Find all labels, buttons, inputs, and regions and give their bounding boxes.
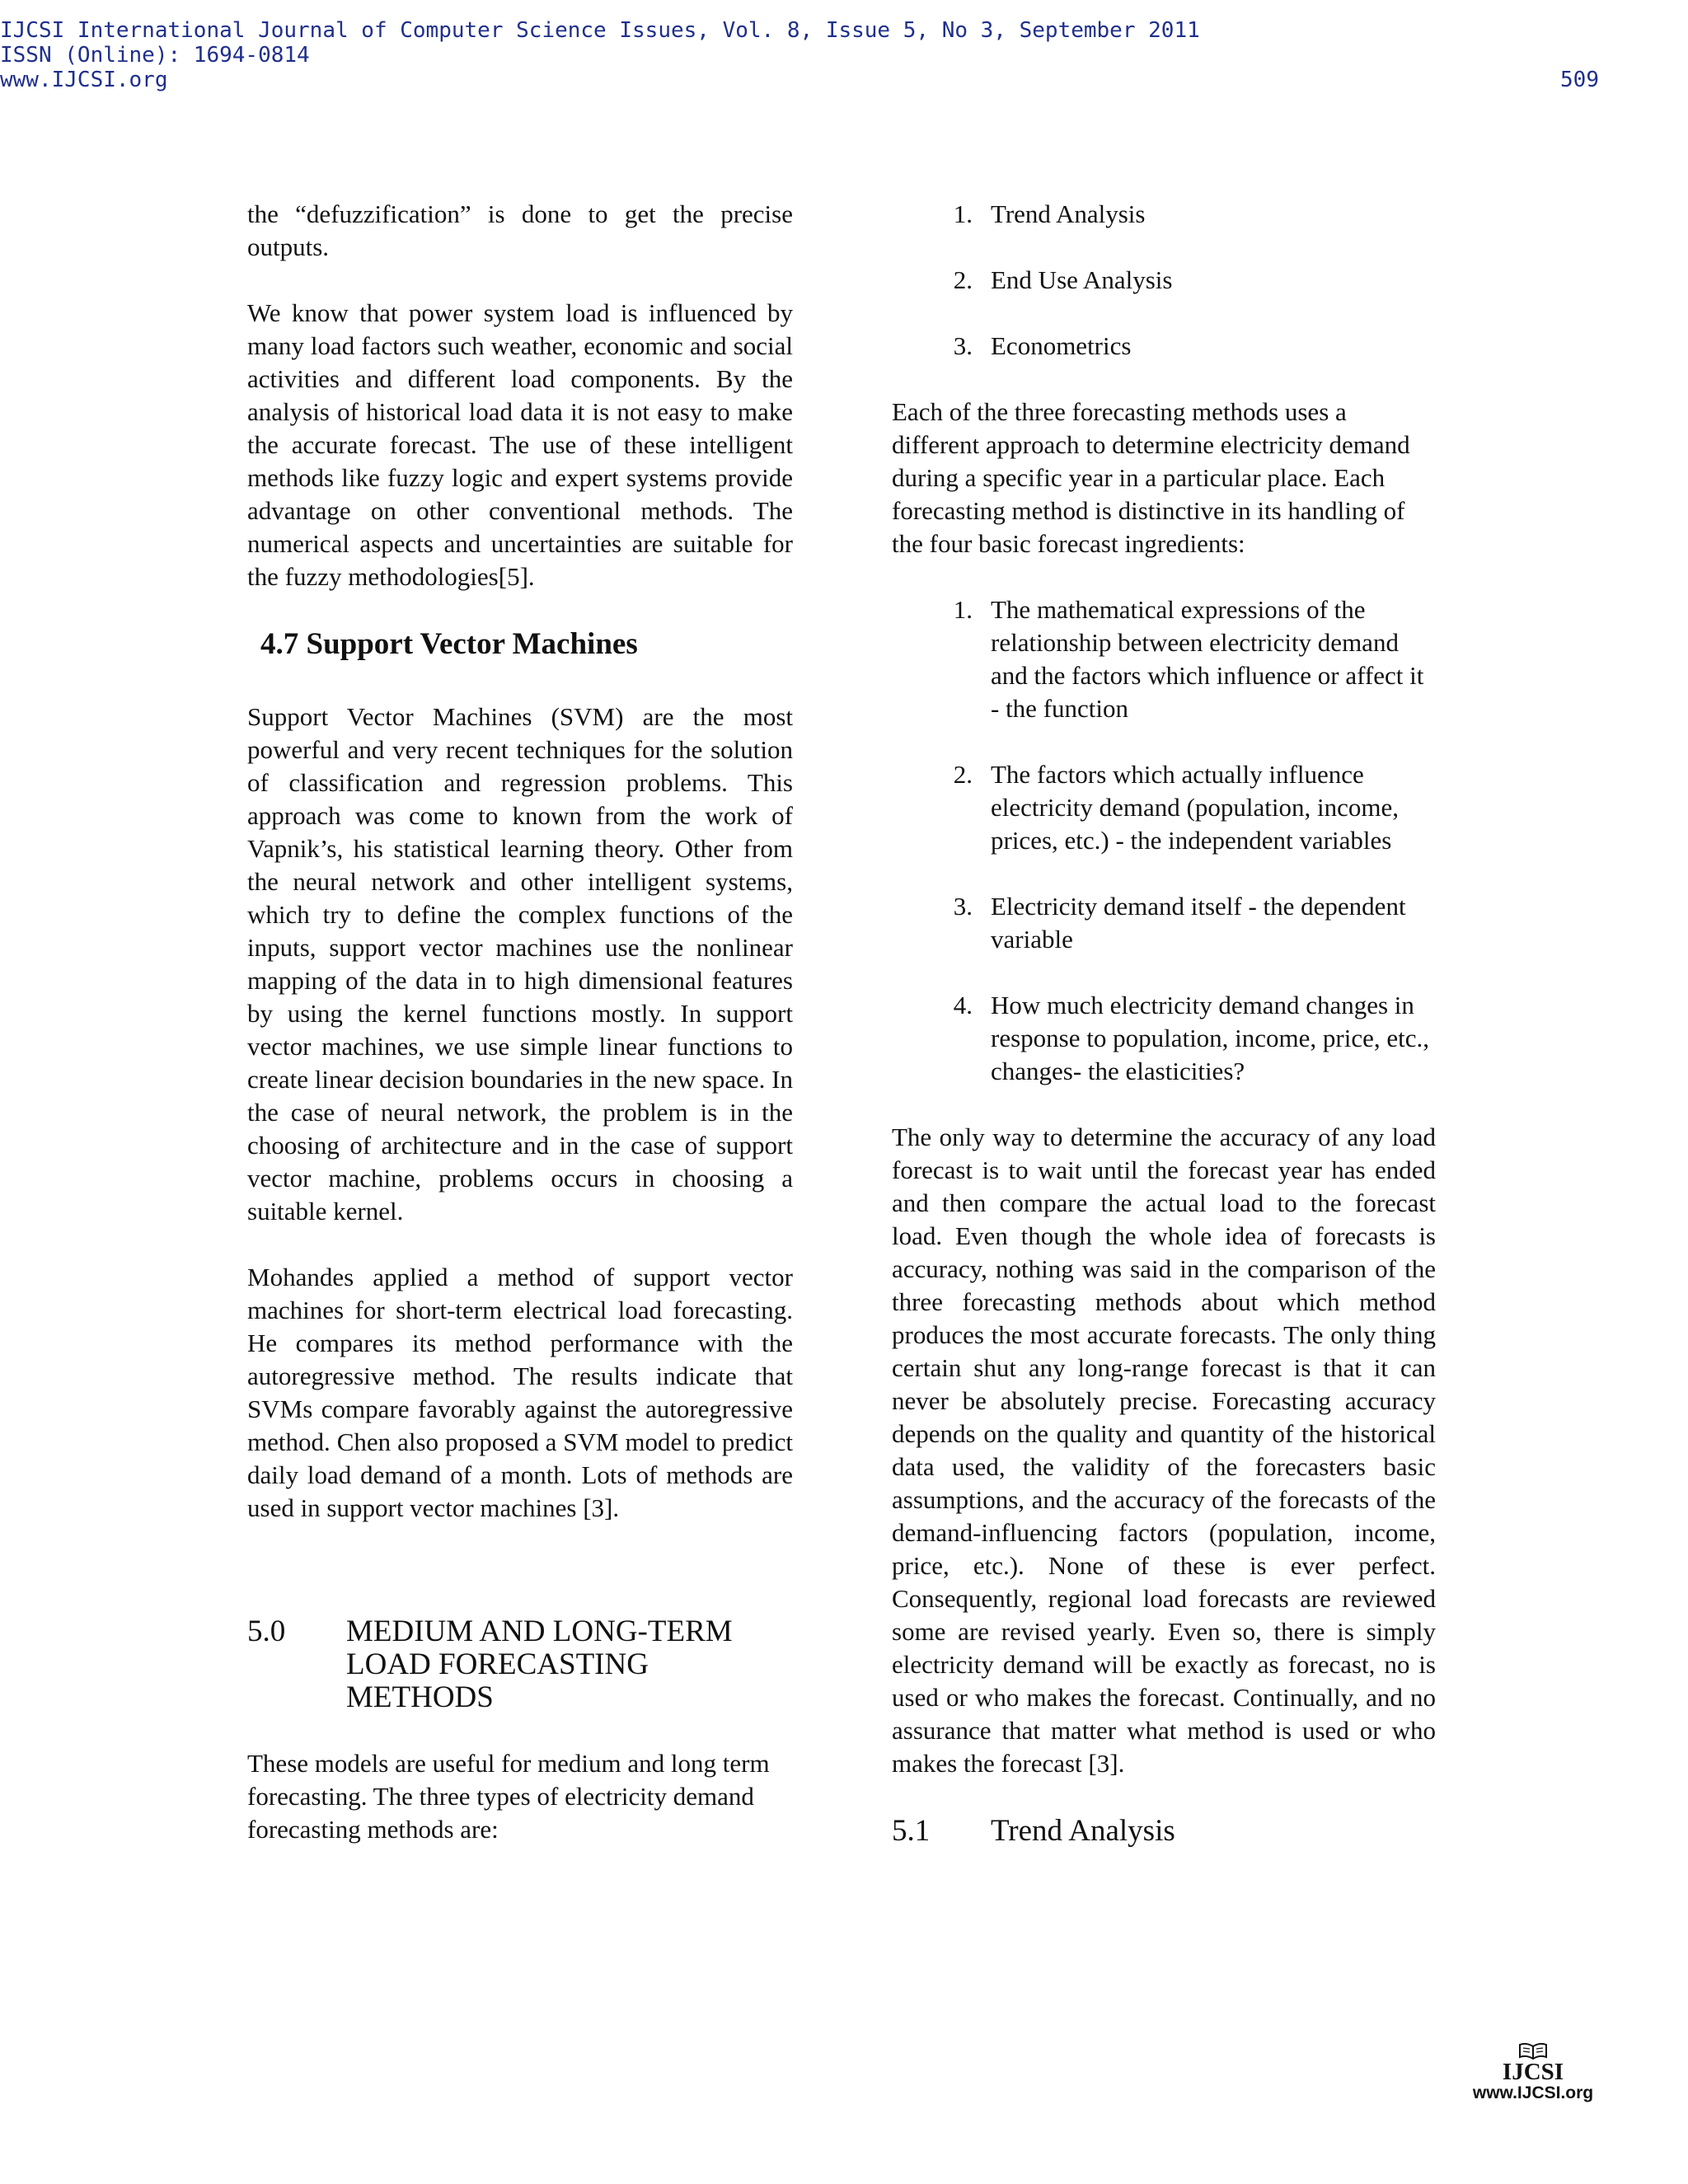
issn: ISSN (Online): 1694-0814 — [0, 43, 310, 68]
list-text: Electricity demand itself - the dependent variable — [991, 892, 1406, 954]
open-book-icon — [1518, 2042, 1548, 2060]
list-text: End Use Analysis — [991, 265, 1173, 294]
list-item — [892, 989, 1436, 1088]
list-item — [892, 264, 1436, 297]
left-column — [247, 198, 793, 1846]
ingredients-list — [892, 593, 1436, 1088]
logo-name: IJCSI — [1502, 2059, 1564, 2085]
list-item — [892, 758, 1436, 857]
list-number: 3. — [953, 892, 973, 921]
journal-site: www.IJCSI.org — [0, 68, 168, 92]
paragraph: the “defuzzification” is done to get the precise outputs. — [247, 199, 793, 261]
list-number: 1. — [953, 595, 973, 624]
methods-list — [892, 198, 1436, 363]
logo-url: www.IJCSI.org — [1472, 2083, 1594, 2102]
running-header — [0, 18, 1200, 92]
section-title: MEDIUM AND LONG-TERM LOAD FORECASTING METHODS — [346, 1615, 733, 1714]
section-heading-4-7: 4.7 Support Vector Machines — [260, 627, 638, 661]
paragraph: We know that power system load is influenced by many load factors such weather, economic and social activities and different load components. By the analysis of historical load data it is not easy to make the accurate forecast. The use of these intelligent methods like fuzzy logic and expert systems provide advantage on other conventional methods. The numerical aspects and uncertainties are suitable for the fuzzy methodologies[5]. — [247, 298, 793, 591]
list-number: 4. — [953, 991, 973, 1019]
list-number: 2. — [953, 265, 973, 294]
list-item — [892, 593, 1436, 725]
right-column — [892, 198, 1436, 1849]
list-text: The mathematical expressions of the relationship between electricity demand and the factors which influence or affect it - the function — [991, 595, 1424, 723]
ijcsi-logo — [1459, 2042, 1607, 2103]
list-number: 2. — [953, 760, 973, 789]
list-item — [892, 330, 1436, 363]
paragraph: Mohandes applied a method of support vector machines for short-term electrical load forecasting. He compares its method performance with the autoregressive method. The results indicate that SVMs compare favorably against the autoregressive method. Chen also proposed a SVM model to predict daily load demand of a month. Lots of methods are used in support vector machines [3]. — [247, 1263, 793, 1522]
section-heading-5-0 — [247, 1615, 793, 1714]
list-text: Econometrics — [991, 331, 1132, 360]
paragraph: Each of the three forecasting methods uses a different approach to determine electricity demand during a specific year in a particular place. Each forecasting method is distinctive in its handling of the four basic forecast ingredients: — [892, 397, 1410, 558]
paragraph: Support Vector Machines (SVM) are the most powerful and very recent techniques for the solution of classification and regression problems. This approach was come to known from the work of Vapnik’s, his statistical learning theory. Other from the neural network and other intelligent systems, which try to define the complex functions of the inputs, support vector machines use the nonlinear mapping of the data in to high dimensional features by using the kernel functions mostly. In support vector machines, we use simple linear functions to create linear decision boundaries in the new space. In the case of neural network, the problem is in the choosing of architecture and in the case of support vector machine, problems occurs in choosing a suitable kernel. — [247, 702, 793, 1226]
list-item — [892, 890, 1436, 956]
section-number: 5.0 — [247, 1615, 286, 1648]
journal-title: IJCSI International Journal of Computer Science Issues, Vol. 8, Issue 5, No 3, September 2011 — [0, 18, 1200, 43]
list-item — [892, 198, 1436, 231]
list-text: Trend Analysis — [991, 199, 1146, 228]
paragraph: These models are useful for medium and long term forecasting. The three types of electricity demand forecasting methods are: — [247, 1749, 770, 1844]
section-number: 5.1 — [892, 1814, 931, 1848]
page-number: 509 — [1560, 68, 1599, 92]
paragraph: The only way to determine the accuracy of any load forecast is to wait until the forecast year has ended and then compare the actual load to the forecast load. Even though the whole idea of forecasts is accuracy, nothing was said in the comparison of the three forecasting methods about which method produces the most accurate forecasts. The only thing certain shut any long-range forecast is that it can never be absolutely precise. Forecasting accuracy depends on the quality and quantity of the historical data used, the validity of the forecasters basic assumptions, and the accuracy of the forecasts of the demand-influencing factors (population, income, price, etc.). None of these is ever perfect. Consequently, regional load forecasts are reviewed some are revised yearly. Even so, there is simply electricity demand will be exactly as forecast, no is used or who makes the forecast. Continually, and no assurance that matter what method is used or who makes the forecast [3]. — [892, 1122, 1436, 1778]
list-text: How much electricity demand changes in response to population, income, price, etc., changes- the elasticities? — [991, 991, 1430, 1085]
list-number: 3. — [953, 331, 973, 360]
section-title: Trend Analysis — [991, 1814, 1175, 1848]
list-text: The factors which actually influence electricity demand (population, income, prices, etc.) - the independent variables — [991, 760, 1399, 855]
section-heading-5-1 — [892, 1813, 1436, 1849]
list-number: 1. — [953, 199, 973, 228]
